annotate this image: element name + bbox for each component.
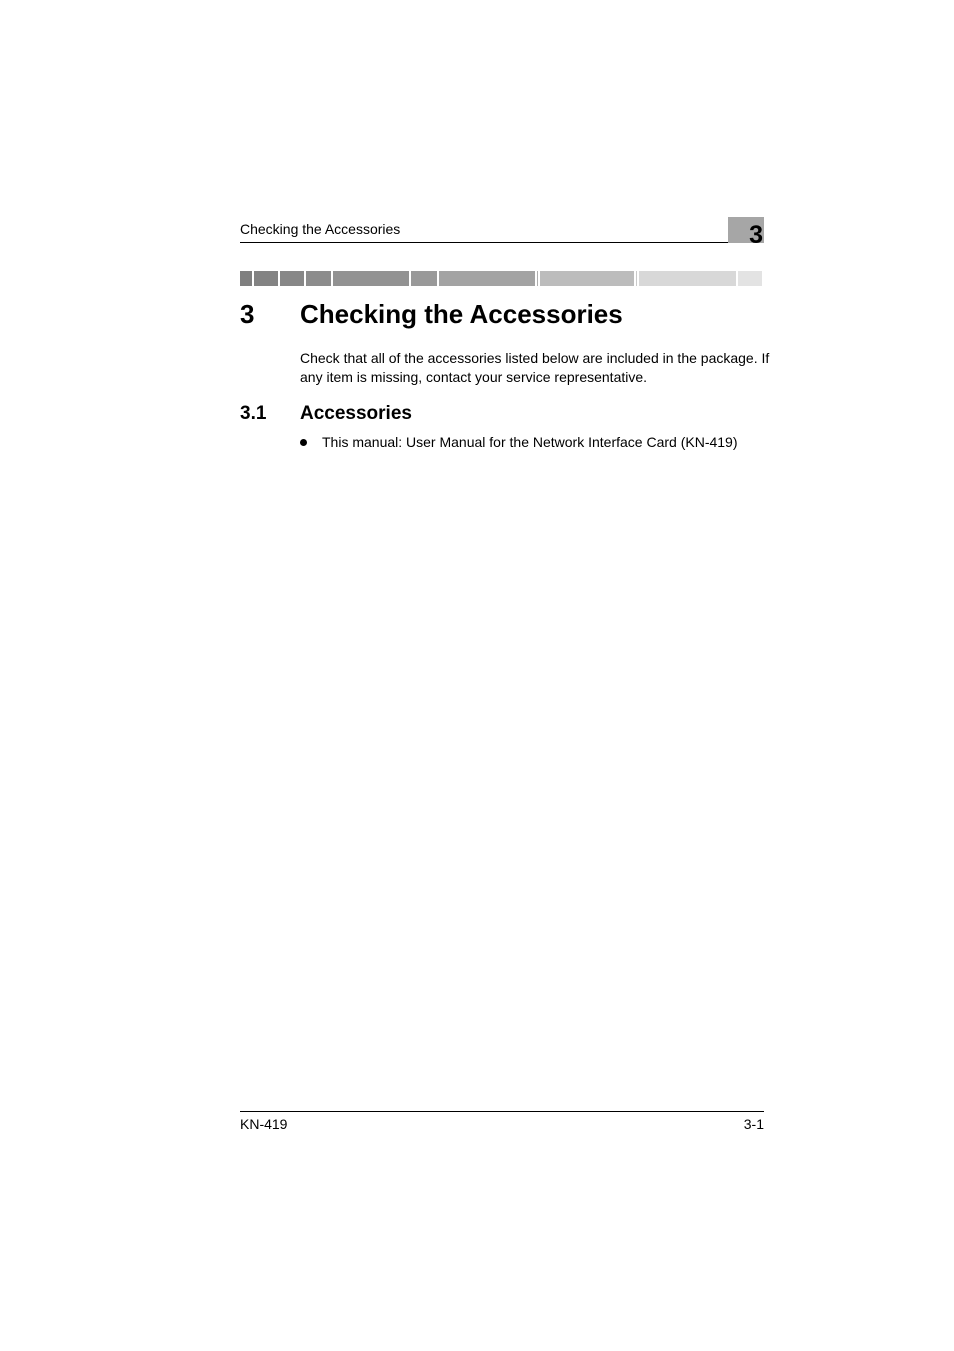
section-number: 3.1 [240, 403, 267, 424]
section-heading [240, 403, 412, 425]
decorative-bar-segment [439, 271, 537, 286]
decorative-bar-segment [306, 271, 333, 286]
accessories-list [300, 433, 780, 452]
section-title: Accessories [300, 403, 412, 424]
footer-page-number: 3-1 [743, 1116, 764, 1132]
decorative-gradient-bar [240, 271, 764, 286]
running-footer [240, 1111, 764, 1136]
decorative-bar-segment [411, 271, 439, 286]
decorative-bar-segment [540, 271, 636, 286]
decorative-bar-segment [254, 271, 280, 286]
list-item [300, 433, 780, 452]
running-header-title: Checking the Accessories [240, 221, 401, 237]
chapter-tab [728, 217, 764, 249]
chapter-title: Checking the Accessories [300, 299, 623, 329]
chapter-number: 3 [240, 299, 255, 329]
chapter-heading [240, 299, 623, 330]
bullet-icon [300, 439, 307, 446]
running-header [240, 220, 764, 249]
decorative-bar-segment [280, 271, 306, 286]
list-item-text: This manual: User Manual for the Network Interface Card (KN-419) [322, 434, 738, 450]
decorative-bar-segment [240, 271, 254, 286]
chapter-intro-paragraph: Check that all of the accessories listed below are included in the package. If any item is missing, contact your service representative. [300, 350, 770, 385]
chapter-tab-number: 3 [749, 221, 763, 249]
footer-product-name: KN-419 [240, 1116, 288, 1132]
decorative-bar-segment [738, 271, 764, 286]
decorative-bar-segment [333, 271, 411, 286]
decorative-bar-segment [639, 271, 738, 286]
